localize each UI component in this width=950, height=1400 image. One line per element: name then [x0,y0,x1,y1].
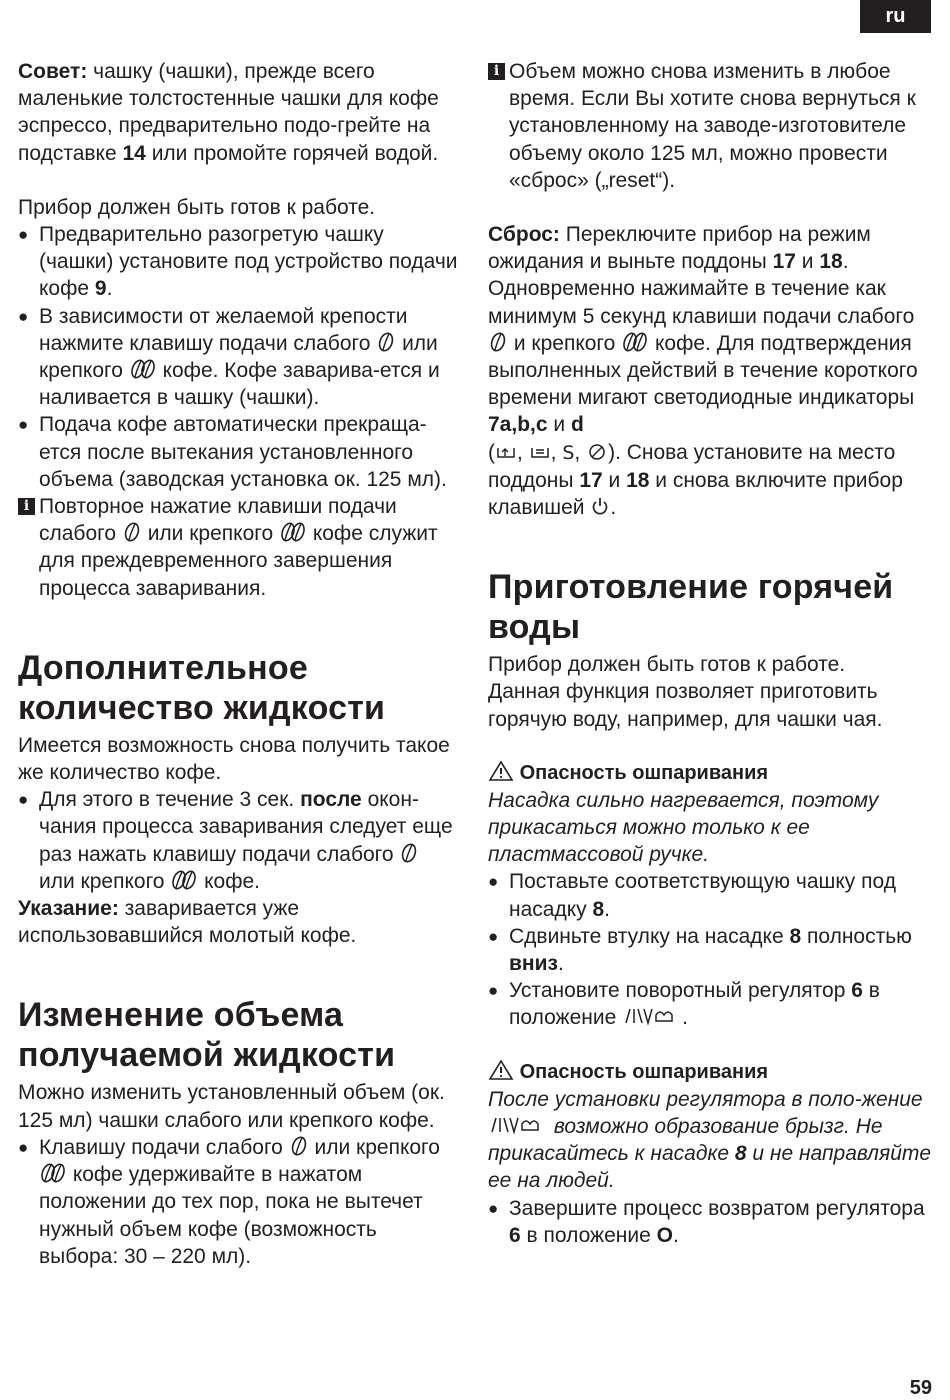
info-icon: i [18,498,35,515]
descale-icon [495,440,517,462]
warning-triangle-icon [488,760,514,782]
info-note: i Объем можно снова изменить в любое время. Если Вы хотите снова вернуться к установленному на заводе-изготовителе объему около 125 мл, можно провести «сброс» („reset“). [488,58,938,194]
bean-mild-icon [488,331,508,353]
list-item: ● Завершите процесс возвратом регулятора 6 в положение O. [488,1195,938,1249]
steam-position-icon [622,1005,682,1027]
warning-title: Опасность ошпаривания [488,760,938,787]
note-paragraph: Указание: заваривается уже использовавшийся молотый кофе. [18,897,357,948]
bean-strong-icon [621,331,649,353]
info-note: i Повторное нажатие клавиши подачи слабого или крепкого кофе служит для преждевременного завершения процесса заваривания. [18,493,458,602]
reset-paragraph: Сброс: Переключите прибор на режим ожидания и выньте поддоны 17 и 18. Одновременно нажимайте в течение как минимум 5 секунд клавиши подачи слабого и крепкого кофе. Для подтверждения выполненных действий в течение короткого времени мигают светодиодные индикаторы 7a,b,c и d ( , , S, ). Снова установите на место поддоны 17 и 18 и снова включите прибор клавишей . [488,223,918,520]
warning-text: Насадка сильно нагревается, поэтому прикасаться можно только к ее пластмассовой ручке. [488,788,879,867]
list-item: ● В зависимости от желаемой крепости нажмите клавишу подачи слабого или крепкого кофе. Кофе заварива-ется и наливается в чашку (чашки). [18,303,458,412]
volume-paragraph: Можно изменить установленный объем (ок. 125 мл) чашки слабого или крепкого кофе. [18,1081,445,1132]
info-icon: i [488,63,505,80]
steam-position-icon [488,1114,548,1136]
bean-strong-icon [39,1162,67,1184]
power-icon [590,495,610,517]
page-number: 59 [909,1377,932,1399]
list-item: ● Клавишу подачи слабого или крепкого кофе удерживайте в нажатом положении до тех пор, пока не вытечет нужный объем кофе (возможность выбора: 30 – 220 мл). [18,1134,458,1270]
water-paragraph: Данная функция позволяет приготовить горячую воду, например, для чашки чая. [488,680,883,731]
bean-strong-icon [170,869,198,891]
bean-strong-icon [279,521,307,543]
heading-hot-water: Приготовление горячей воды [488,568,894,647]
ready-text: Прибор должен быть готов к работе. [18,195,376,219]
warning-triangle-icon [488,1059,514,1081]
left-column [18,58,458,1270]
list-item: ● Предварительно разогретую чашку (чашки) установите под устройство подачи кофе 9. [18,221,458,303]
bean-mild-icon [289,1135,309,1157]
extra-paragraph: Имеется возможность снова получить такое же количество кофе. [18,733,450,785]
list-item: ● Установите поворотный регулятор 6 в положение . [488,977,938,1031]
clean-icon [529,440,551,462]
list-item: ● Подача кофе автоматически прекраща-ется после вытекания установленного объема (заводская установка ок. 125 мл). [18,411,458,493]
tip-paragraph: Совет: чашку (чашки), прежде всего маленькие толстостенные чашки для кофе эспрессо, предварительно подо-грейте на подставке 14 или промойте горячей водой. [18,60,439,165]
heading-volume-change: Изменение объема получаемой жидкости [18,996,396,1075]
warning-text: После установки регулятора в поло-жение возможно образование брызг. Не прикасайтесь к насадке 8 и не направляйте ее на людей. [488,1087,932,1193]
bean-mild-icon [376,331,396,353]
bean-strong-icon [129,358,157,380]
heading-extra-amount: Дополнительное количество жидкости [18,648,386,727]
list-item: ● Для этого в течение 3 сек. после окон-чания процесса заваривания следует еще раз нажать клавишу подачи слабого или крепкого кофе. [18,786,458,895]
bean-mild-icon [122,521,142,543]
list-item: ● Поставьте соответствующую чашку под насадку 8. [488,868,938,922]
list-item: ● Сдвиньте втулку на насадке 8 полностью вниз. [488,923,938,977]
language-tab: ru [860,0,931,33]
water-ready: Прибор должен быть готов к работе. [488,653,846,677]
warning-title: Опасность ошпаривания [488,1059,938,1086]
s-icon: S [562,441,575,464]
bean-mild-icon [399,842,419,864]
right-column [488,58,938,1249]
calc-n-clean-icon [586,440,608,462]
